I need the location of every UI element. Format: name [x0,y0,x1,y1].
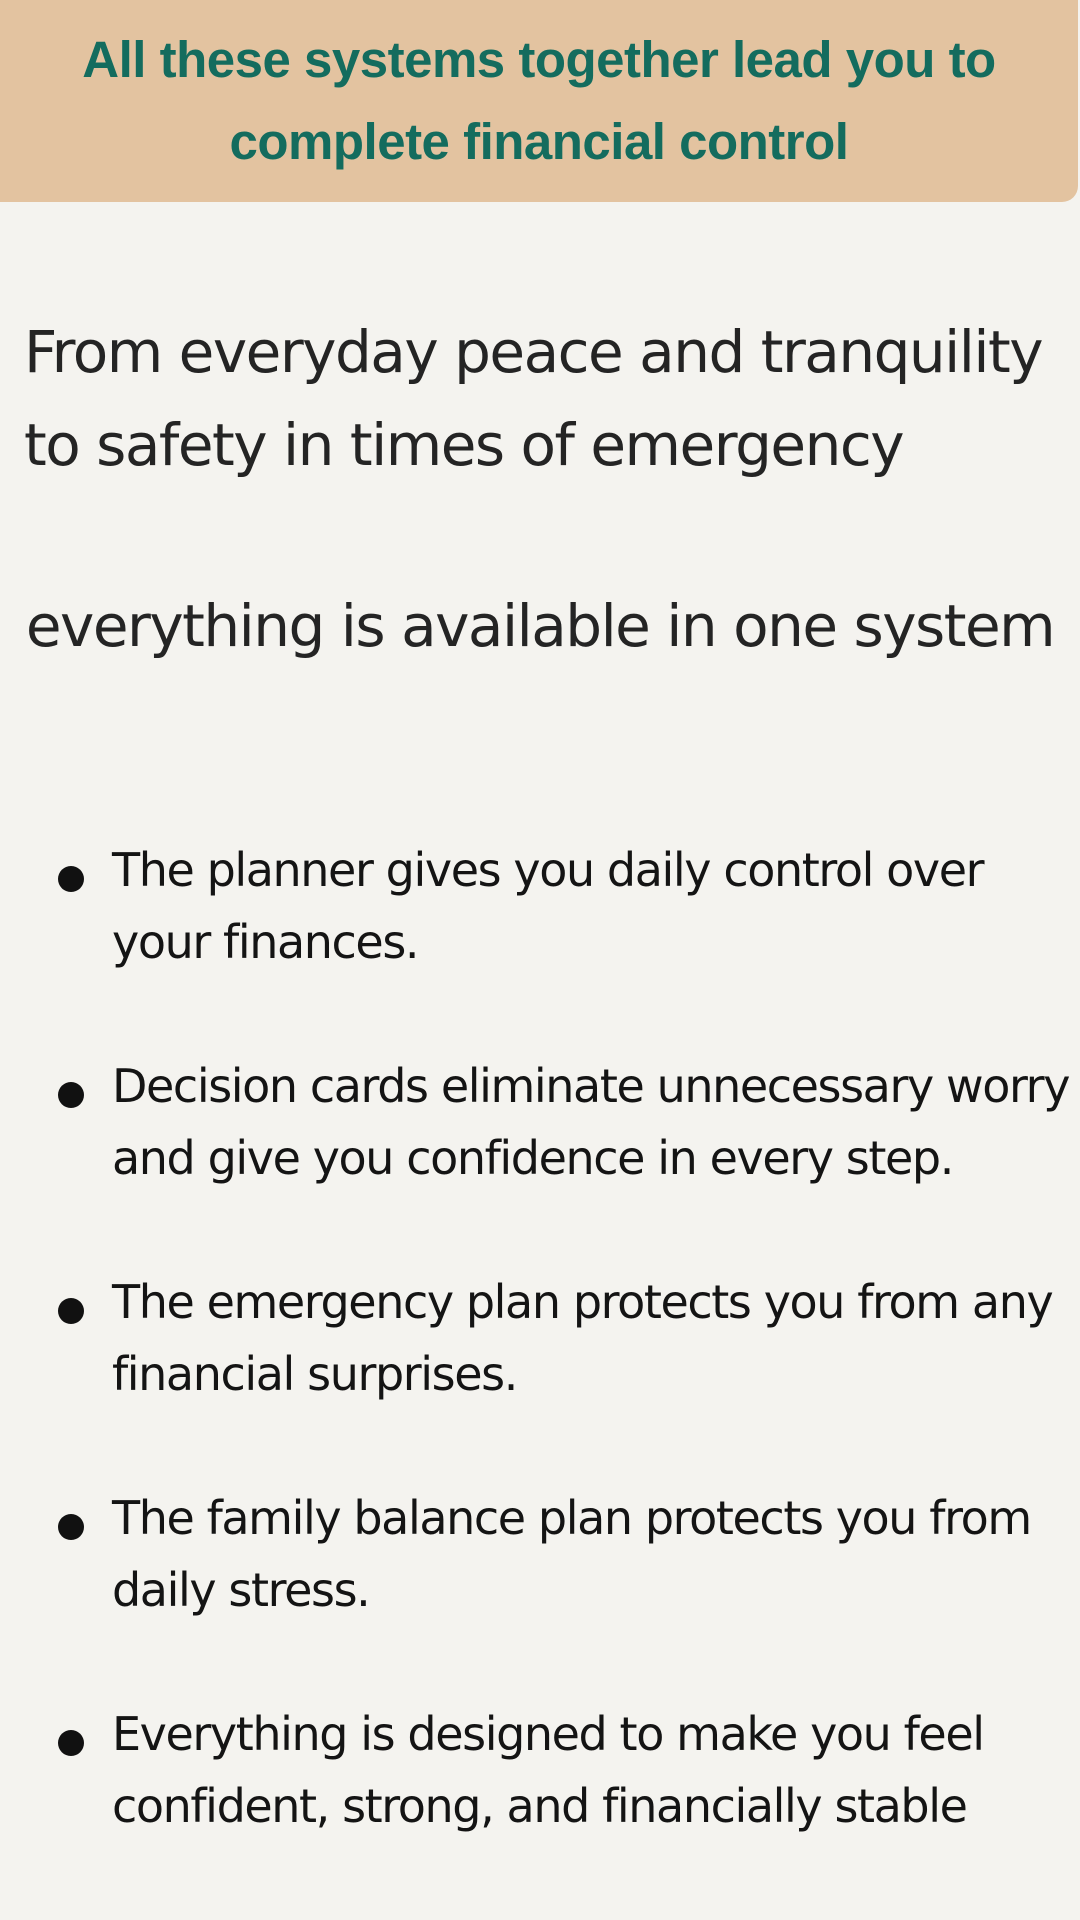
benefit-text: Everything is designed to make you feel confident, strong, and financially stable [112,1707,984,1833]
bullet-icon [58,1514,84,1540]
list-item [0,1482,1080,1698]
benefit-text: The planner gives you daily control over your finances. [112,843,984,969]
bullet-icon [58,1298,84,1324]
bullet-icon [58,866,84,892]
benefit-text: The family balance plan protects you from daily stress. [112,1491,1031,1617]
benefit-text: Decision cards eliminate unnecessary worry and give you confidence in every step. [112,1059,1070,1185]
bullet-icon [58,1082,84,1108]
tagline-text: everything is available in one system [25,592,1055,660]
page-title: All these systems together lead you to complete financial control [82,31,996,170]
list-item [0,1698,1080,1914]
list-item [0,1266,1080,1482]
bullet-icon [58,1730,84,1756]
benefits-list [0,834,1080,1914]
intro-text: From everyday peace and tranquility to safety in times of emergency [24,318,1043,479]
list-item [0,834,1080,1050]
list-item [0,1050,1080,1266]
benefit-text: The emergency plan protects you from any financial surprises. [112,1275,1053,1401]
header-banner [0,0,1078,202]
